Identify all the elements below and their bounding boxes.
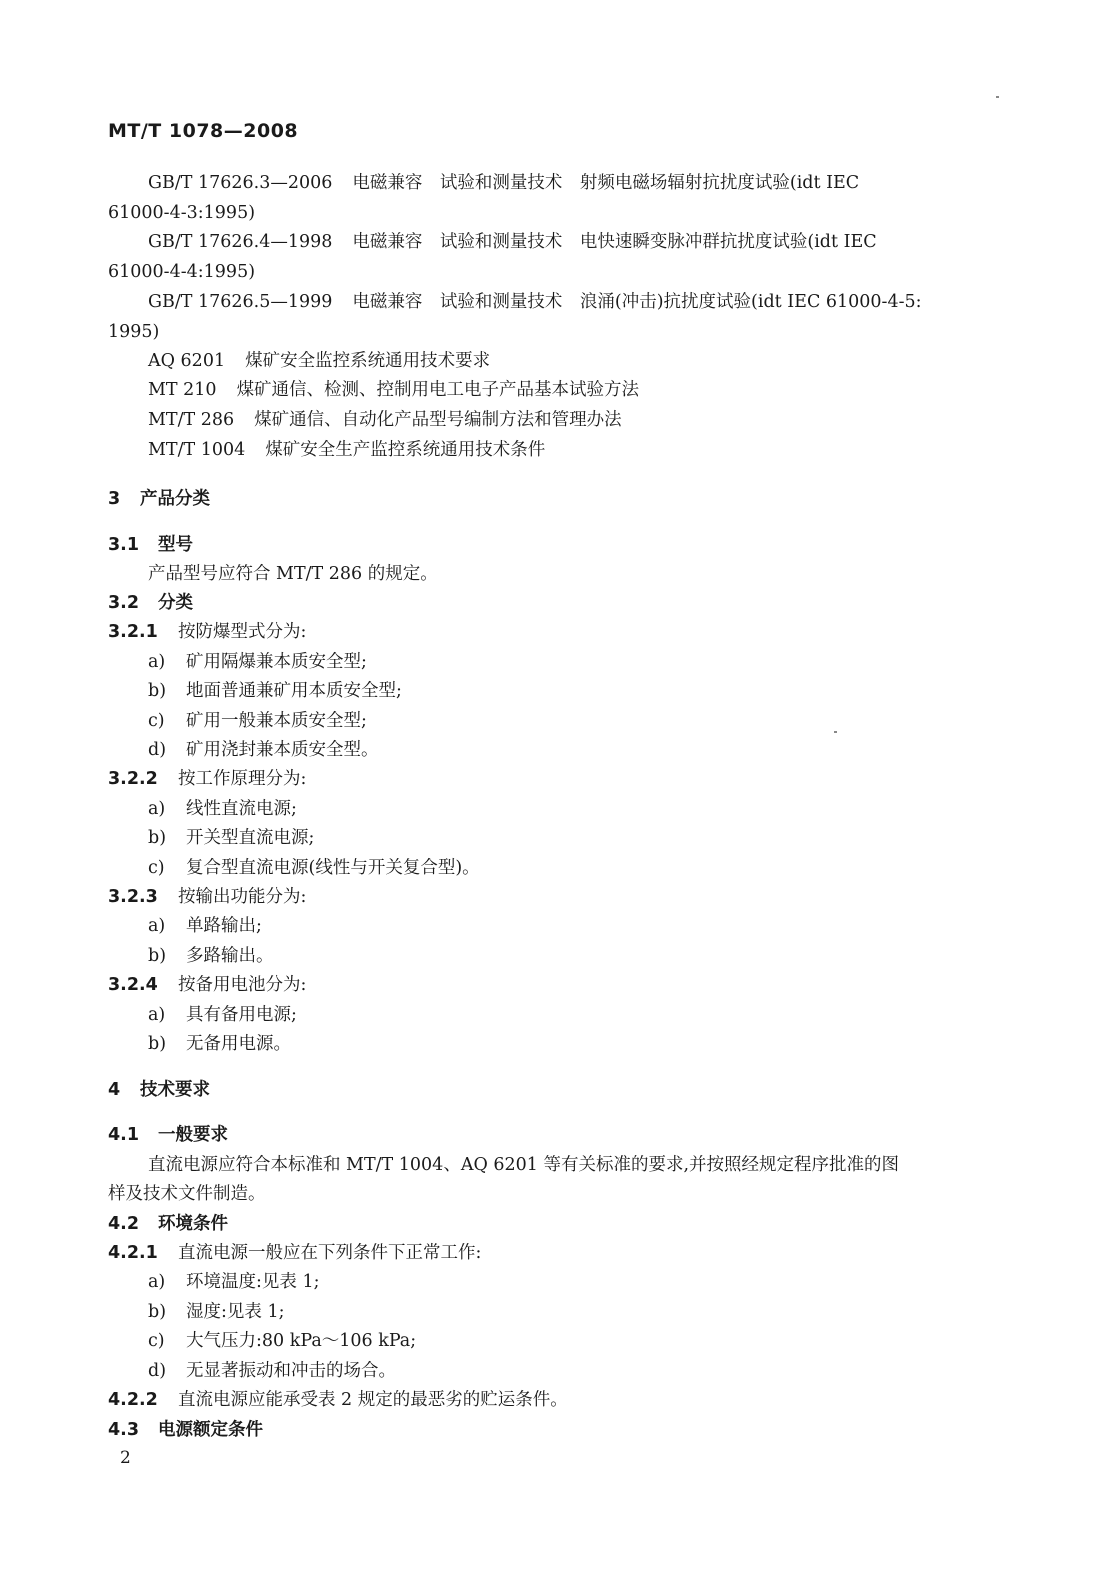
list-marker: b) [148, 681, 167, 701]
subsection-heading [108, 589, 193, 614]
paragraph: 产品型号应符合 MT/T 286 的规定。 [148, 564, 438, 584]
clause-number: 3.2.3 [108, 887, 158, 907]
list-item [148, 1357, 396, 1382]
subsection-heading [108, 1210, 228, 1235]
section-title: 技术要求 [140, 1080, 210, 1100]
reference-code: GB/T 17626.5—1999 [148, 292, 333, 312]
subsection-heading [108, 1416, 263, 1441]
clause-text: 直流电源应能承受表 2 规定的最恶劣的贮运条件。 [178, 1390, 568, 1410]
reference-title: 电磁兼容 试验和测量技术 电快速瞬变脉冲群抗扰度试验(idt IEC [352, 232, 877, 252]
reference-title: 电磁兼容 试验和测量技术 浪涌(冲击)抗扰度试验(idt IEC 61000-4-5: [352, 292, 922, 312]
reference-code: MT/T 1004 [148, 440, 246, 460]
reference-code: AQ 6201 [148, 351, 226, 371]
list-text: 大气压力:80 kPa～106 kPa; [186, 1331, 417, 1351]
reference-title: 煤矿安全生产监控系统通用技术条件 [265, 440, 546, 460]
reference-code: GB/T 17626.3—2006 [148, 173, 333, 193]
list-marker: a) [148, 1005, 166, 1025]
reference-item [148, 227, 877, 257]
list-item [148, 912, 262, 937]
reference-item [148, 405, 622, 435]
list-marker: d) [148, 740, 167, 760]
list-text: 矿用一般兼本质安全型; [186, 711, 367, 731]
reference-code: MT/T 286 [148, 410, 235, 430]
clause-text: 直流电源一般应在下列条件下正常工作: [178, 1243, 482, 1263]
list-item [148, 648, 367, 673]
reference-continuation: 61000-4-4:1995) [108, 262, 256, 282]
list-item [148, 1001, 297, 1026]
section-title: 型号 [158, 535, 193, 555]
clause-number: 4.2.2 [108, 1390, 158, 1410]
reference-code: GB/T 17626.4—1998 [148, 232, 333, 252]
reference-item [148, 168, 859, 198]
list-marker: a) [148, 1272, 166, 1292]
list-text: 矿用浇封兼本质安全型。 [186, 740, 379, 760]
clause-number: 3.2.4 [108, 975, 158, 995]
clause [108, 1386, 568, 1411]
list-marker: b) [148, 828, 167, 848]
clause-text: 按输出功能分为: [178, 887, 307, 907]
clause-number: 3.2.2 [108, 769, 158, 789]
list-text: 环境温度:见表 1; [186, 1272, 320, 1292]
section-title: 产品分类 [140, 489, 210, 509]
standard-code-header: MT/T 1078—2008 [108, 120, 299, 142]
list-text: 线性直流电源; [186, 799, 297, 819]
section-title: 电源额定条件 [158, 1420, 263, 1440]
list-item [148, 707, 367, 732]
reference-item [148, 287, 922, 317]
list-item [148, 1268, 320, 1293]
list-text: 无显著振动和冲击的场合。 [186, 1361, 396, 1381]
clause [108, 618, 306, 643]
clause-text: 按工作原理分为: [178, 769, 307, 789]
list-marker: b) [148, 946, 167, 966]
list-text: 开关型直流电源; [186, 828, 315, 848]
reference-item [148, 375, 639, 405]
paragraph: 直流电源应符合本标准和 MT/T 1004、AQ 6201 等有关标准的要求,并按照经规定程序批准的图 [148, 1155, 900, 1175]
section-number: 3 [108, 489, 121, 509]
clause-number: 3.2.1 [108, 622, 158, 642]
subsection-heading [108, 1121, 228, 1146]
list-text: 具有备用电源; [186, 1005, 297, 1025]
list-item [148, 677, 402, 702]
section-number: 3.2 [108, 593, 140, 613]
section-title: 分类 [158, 593, 193, 613]
list-marker: c) [148, 711, 165, 731]
list-item [148, 854, 480, 879]
list-marker: a) [148, 916, 166, 936]
list-item [148, 1030, 291, 1055]
page-number: 2 [120, 1448, 131, 1468]
reference-title: 电磁兼容 试验和测量技术 射频电磁场辐射抗扰度试验(idt IEC [352, 173, 860, 193]
section-number: 4.1 [108, 1125, 140, 1145]
list-text: 湿度:见表 1; [186, 1302, 285, 1322]
clause-number: 4.2.1 [108, 1243, 158, 1263]
list-text: 多路输出。 [186, 946, 274, 966]
paragraph-continuation: 样及技术文件制造。 [108, 1184, 266, 1204]
reference-title: 煤矿安全监控系统通用技术要求 [245, 351, 491, 371]
section-heading [108, 485, 210, 510]
list-marker: b) [148, 1034, 167, 1054]
reference-code: MT 210 [148, 380, 217, 400]
reference-title: 煤矿通信、自动化产品型号编制方法和管理办法 [254, 410, 622, 430]
list-marker: c) [148, 1331, 165, 1351]
section-number: 4.2 [108, 1214, 140, 1234]
subsection-heading [108, 531, 193, 556]
list-item [148, 1327, 416, 1352]
section-number: 4.3 [108, 1420, 140, 1440]
section-number: 4 [108, 1080, 121, 1100]
clause [108, 971, 306, 996]
list-text: 单路输出; [186, 916, 262, 936]
list-text: 地面普通兼矿用本质安全型; [186, 681, 402, 701]
clause-text: 按备用电池分为: [178, 975, 307, 995]
section-title: 环境条件 [158, 1214, 228, 1234]
list-item [148, 942, 274, 967]
list-marker: b) [148, 1302, 167, 1322]
list-item [148, 1298, 285, 1323]
list-marker: a) [148, 652, 166, 672]
clause [108, 765, 306, 790]
list-item [148, 736, 379, 761]
list-item [148, 795, 297, 820]
list-marker: c) [148, 858, 165, 878]
list-text: 矿用隔爆兼本质安全型; [186, 652, 367, 672]
scan-speck [834, 731, 837, 733]
list-item [148, 824, 314, 849]
section-heading [108, 1076, 210, 1101]
clause-text: 按防爆型式分为: [178, 622, 307, 642]
reference-continuation: 1995) [108, 322, 160, 342]
section-number: 3.1 [108, 535, 140, 555]
list-marker: d) [148, 1361, 167, 1381]
clause [108, 883, 306, 908]
scan-speck [996, 96, 999, 98]
list-marker: a) [148, 799, 166, 819]
reference-item [148, 435, 545, 465]
reference-continuation: 61000-4-3:1995) [108, 203, 256, 223]
clause [108, 1239, 481, 1264]
reference-title: 煤矿通信、检测、控制用电工电子产品基本试验方法 [236, 380, 640, 400]
list-text: 复合型直流电源(线性与开关复合型)。 [186, 858, 480, 878]
reference-item [148, 346, 490, 376]
list-text: 无备用电源。 [186, 1034, 291, 1054]
section-title: 一般要求 [158, 1125, 228, 1145]
